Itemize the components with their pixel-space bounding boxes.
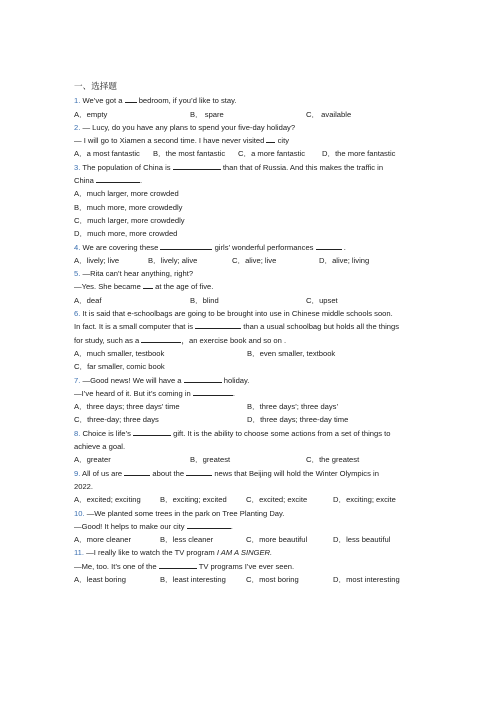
options-row <box>74 254 419 267</box>
option-b[interactable]: B．blind <box>190 295 219 305</box>
section-title: 一、选择题 <box>74 81 117 91</box>
question-text: Choice is life’s <box>82 428 131 438</box>
question-text: —I’ve heard of it. But it’s coming in <box>74 388 191 398</box>
question-text: TV programs I’ve ever seen. <box>198 561 295 571</box>
question-text: girls’ wonderful performances <box>214 242 314 252</box>
option-a[interactable]: A．excited; exciting <box>74 495 141 505</box>
program-title: I AM A SINGER. <box>216 548 273 558</box>
question-number: 7. <box>74 375 81 385</box>
answer-blank[interactable] <box>133 427 171 436</box>
answer-blank[interactable] <box>193 387 236 398</box>
option-c[interactable]: C． available <box>306 109 352 119</box>
question-10 <box>74 507 419 520</box>
answer-blank[interactable] <box>316 241 342 250</box>
option-b[interactable]: B．the most fantastic <box>153 149 226 159</box>
question-number: 4. <box>74 242 81 252</box>
answer-blank[interactable] <box>159 560 197 569</box>
option-a[interactable]: A．much larger, more crowded <box>74 189 179 199</box>
question-text-line <box>74 560 419 573</box>
question-text-line <box>74 387 419 400</box>
option-a[interactable]: A．greater <box>74 455 111 465</box>
question-text: —Good news! We will have a <box>82 375 182 385</box>
options-row <box>74 347 419 360</box>
answer-blank[interactable] <box>125 94 137 103</box>
answer-blank[interactable] <box>186 467 212 476</box>
question-number: 6. <box>74 309 81 319</box>
question-number: 5. <box>74 269 81 279</box>
question-number: 2. <box>74 122 81 132</box>
question-text: news that Beijing will hold the Winter Olympics in <box>214 468 379 478</box>
question-text: — I will go to Xiamen a second time. I have never visited <box>74 136 265 146</box>
question-text: In fact. It is a small computer that is <box>74 322 194 332</box>
answer-blank[interactable] <box>141 334 181 343</box>
question-number: 3. <box>74 162 81 172</box>
option-b[interactable]: B．greatest <box>190 455 231 465</box>
question-11 <box>74 546 419 559</box>
question-text: city <box>277 136 289 146</box>
question-text-line: achieve a goal. <box>74 442 126 452</box>
option-d[interactable]: D．less beautiful <box>333 535 391 545</box>
option-d[interactable]: D．three days; three-day time <box>247 415 349 425</box>
options-row <box>74 493 419 506</box>
question-text: —We planted some trees in the park on Tree Planting Day. <box>86 508 285 518</box>
answer-blank[interactable] <box>187 520 231 529</box>
option-b[interactable]: B．lively; alive <box>148 255 198 265</box>
question-text: . <box>230 521 233 531</box>
options-row <box>74 573 419 586</box>
option-b[interactable]: B．even smaller, textbook <box>247 348 336 358</box>
question-6 <box>74 307 419 320</box>
answer-blank[interactable] <box>173 161 221 170</box>
option-a[interactable]: A．three days; three days’ time <box>74 402 180 412</box>
answer-blank[interactable] <box>266 134 275 143</box>
option-c[interactable]: C．far smaller, comic book <box>74 362 165 372</box>
question-text: than a usual schoolbag but holds all the things <box>243 322 400 332</box>
answer-blank[interactable] <box>195 320 241 329</box>
question-text-line <box>74 174 419 187</box>
option-c[interactable]: C．excited; excite <box>246 495 308 505</box>
question-8 <box>74 427 419 440</box>
option-b[interactable]: B． spare <box>190 109 224 119</box>
question-text: holiday. <box>223 375 250 385</box>
option-a[interactable]: A．lively; live <box>74 255 120 265</box>
question-text-line <box>74 320 419 333</box>
option-c[interactable]: C．a more fantastic <box>238 149 306 159</box>
option-c[interactable]: C．three-day; three days <box>74 415 159 425</box>
option-a[interactable]: A．least boring <box>74 574 126 584</box>
question-text: . <box>232 388 236 398</box>
question-text: for study, such as a <box>74 335 140 345</box>
option-b[interactable]: B．least interesting <box>160 574 226 584</box>
question-text-line <box>74 134 419 147</box>
question-text: gift. It is the ability to choose some actions from a set of things to <box>173 428 391 438</box>
question-text: about the <box>152 468 185 478</box>
options-row <box>74 147 419 160</box>
option-a[interactable]: A．a most fantastic <box>74 149 140 159</box>
option-c[interactable]: C．more beautiful <box>246 535 308 545</box>
answer-blank[interactable] <box>143 280 153 289</box>
option-b[interactable]: B．three days’; three days’ <box>247 402 339 412</box>
question-text: at the age of five. <box>155 282 214 292</box>
question-text: We are covering these <box>82 242 159 252</box>
answer-blank[interactable] <box>184 374 222 383</box>
question-text: China <box>74 176 94 186</box>
option-b[interactable]: B．much more, more crowdedly <box>74 202 183 212</box>
question-number: 8. <box>74 428 81 438</box>
options-row <box>74 413 419 426</box>
option-d[interactable]: D．alive; living <box>319 255 370 265</box>
question-5 <box>74 267 419 280</box>
question-text-line <box>74 334 419 347</box>
question-text: It is said that e-schoolbags are going to be brought into use in Chinese middle schools soon. <box>82 309 393 319</box>
question-3 <box>74 161 419 174</box>
question-text-line <box>74 520 419 533</box>
question-2 <box>74 121 419 134</box>
option-b[interactable]: B．exciting; excited <box>160 495 227 505</box>
question-text: —I really like to watch the TV program <box>86 548 215 558</box>
question-9 <box>74 467 419 480</box>
question-text: ，an exercise book and so on . <box>181 335 287 345</box>
question-number: 9. <box>74 468 81 478</box>
option-c[interactable]: C．most boring <box>246 574 299 584</box>
question-text: . <box>343 242 346 252</box>
question-text: All of us are <box>82 468 123 478</box>
option-d[interactable]: D．much more, more crowded <box>74 229 178 239</box>
question-text: The population of China is <box>82 162 171 172</box>
question-text: than that of Russia. And this makes the traffic in <box>222 162 384 172</box>
options-row <box>74 108 419 121</box>
question-text: — Lucy, do you have any plans to spend your five-day holiday? <box>82 122 296 132</box>
option-c[interactable]: C．much larger, more crowdedly <box>74 215 185 225</box>
question-text-line <box>74 280 419 293</box>
exam-page <box>74 80 419 586</box>
option-d[interactable]: D．exciting; excite <box>333 495 396 505</box>
options-row <box>74 400 419 413</box>
question-7 <box>74 374 419 387</box>
question-text: —Me, too. It’s one of the <box>74 561 157 571</box>
option-a[interactable]: A．more cleaner <box>74 535 131 545</box>
option-c[interactable]: C．upset <box>306 295 338 305</box>
question-text: bedroom, if you’d like to stay. <box>138 96 237 106</box>
option-c[interactable]: C．the greatest <box>306 455 360 465</box>
question-number: 10. <box>74 508 85 518</box>
options-row <box>74 533 419 546</box>
question-text: —Yes. She became <box>74 282 141 292</box>
answer-blank[interactable] <box>160 241 212 250</box>
options-row <box>74 453 419 466</box>
question-text: —Rita can’t hear anything, right? <box>82 269 194 279</box>
question-text: We’ve got a <box>82 96 123 106</box>
question-4 <box>74 241 419 254</box>
option-a[interactable]: A．deaf <box>74 295 102 305</box>
option-c[interactable]: C．alive; live <box>232 255 277 265</box>
options-row <box>74 294 419 307</box>
question-number: 1. <box>74 96 81 106</box>
answer-blank[interactable] <box>124 467 150 476</box>
question-text-line: 2022. <box>74 481 94 491</box>
answer-blank[interactable] <box>96 174 143 186</box>
option-b[interactable]: B．less cleaner <box>160 535 214 545</box>
question-number: 11. <box>74 548 84 558</box>
option-d[interactable]: D．most interesting <box>333 574 400 584</box>
question-1 <box>74 94 419 107</box>
option-a[interactable]: A．much smaller, testbook <box>74 348 165 358</box>
option-d[interactable]: D．the more fantastic <box>322 149 396 159</box>
question-text: . <box>139 176 143 186</box>
question-text: —Good! It helps to make our city <box>74 521 185 531</box>
option-a[interactable]: A．empty <box>74 109 108 119</box>
